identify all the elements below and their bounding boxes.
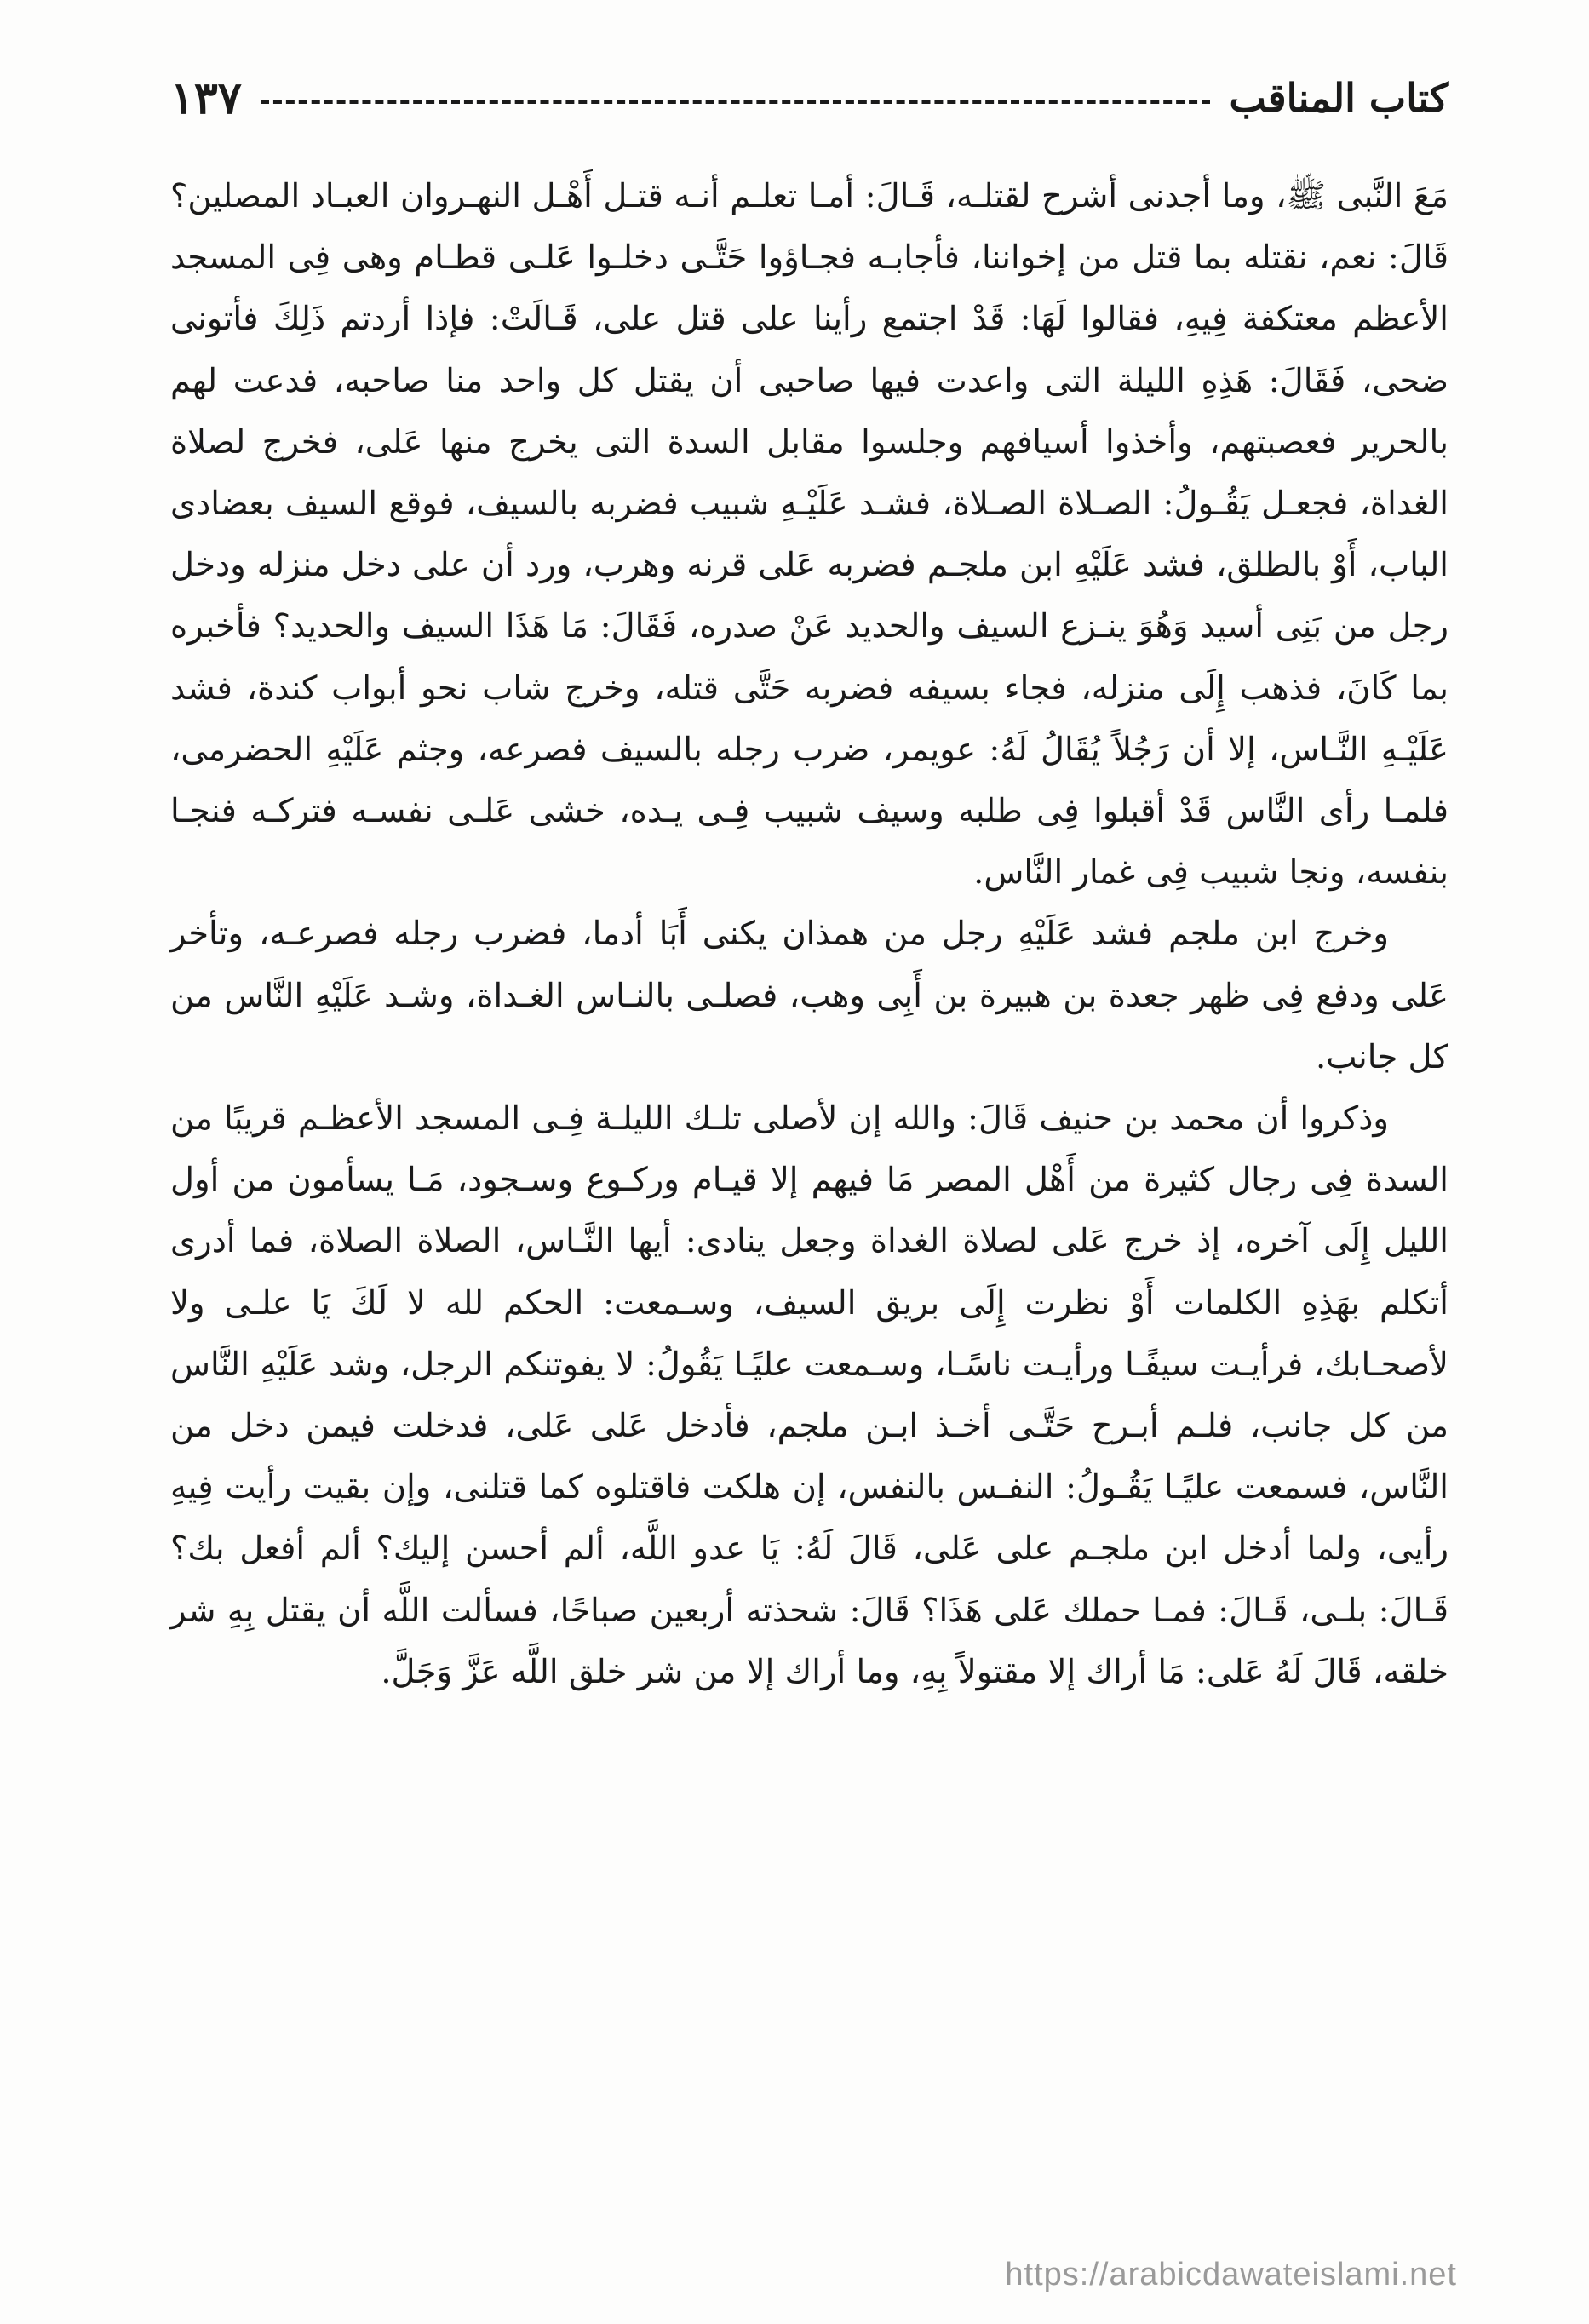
page-number: ١٣٧ bbox=[170, 72, 242, 124]
paragraph: مَعَ النَّبى ﷺ، وما أجدنى أشرح لقتلـه، قَـالَ: أمـا تعلـم أنـه قتـل أَهْـل النهـروان العبـاد المصلين؟ قَالَ: نعم، نقتله بما قتل من إخواننا، فأجابـه فجـاؤوا حَتَّـى دخلـوا عَلـى قطـام وهى فِى المسجد الأعظم معتكفة فِيهِ، فقالوا لَهَا: قَدْ اجتمع رأينا على قتل على، قَـالَتْ: فإذا أردتم ذَلِكَ فأتونى ضحى، فَقَالَ: هَذِهِ الليلة التى واعدت فيها صاحبى أن يقتل كل واحد منا صاحبه، فدعت لهم بالحرير فعصبتهم، وأخذوا أسيافهم وجلسوا مقابل السدة التى يخرج منها عَلى، فخرج لصلاة الغداة، فجعـل يَقُـولُ: الصـلاة الصـلاة، فشـد عَلَيْـهِ شبيب فضربه بالسيف، فوقع السيف بعضادى الباب، أَوْ بالطلق، فشد عَلَيْهِ ابن ملجـم فضربه عَلى قرنه وهرب، ورد أن على دخل منزله ودخل رجل من بَنِى أسيد وَهُوَ ينـزع السيف والحديد عَنْ صدره، فَقَالَ: مَا هَذَا السيف والحديد؟ فأخبره بما كَانَ، فذهب إِلَى منزله، فجاء بسيفه فضربه حَتَّى قتله، وخرج شاب نحو أبواب كندة، فشد عَلَيْـهِ النَّـاس، إلا أن رَجُلاً يُقَالُ لَهُ: عويمر، ضرب رجله بالسيف فصرعه، وجثم عَلَيْهِ الحضرمى، فلمـا رأى النَّاس قَدْ أقبلوا فِى طلبه وسيف شبيب فِـى يـده، خشى عَلـى نفسـه فتركـه فنجـا بنفسه، ونجا شبيب فِى غمار النَّاس. bbox=[170, 177, 1448, 892]
book-title: كتاب المناقب bbox=[1229, 75, 1448, 121]
header-divider bbox=[261, 100, 1211, 104]
page-header bbox=[170, 60, 1448, 136]
source-watermark: https://arabicdawateislami.net bbox=[1005, 2257, 1457, 2292]
paragraph: وخرج ابن ملجم فشد عَلَيْهِ رجل من همذان يكنى أَبَا أدما، فضرب رجله فصرعـه، وتأخر عَلى ودفع فِى ظهر جعدة بن هبيرة بن أَبِى وهب، فصلـى بالنـاس الغـداة، وشـد عَلَيْهِ النَّاس من كل جانب. bbox=[170, 915, 1448, 1076]
page-body bbox=[170, 166, 1448, 1703]
paragraph: وذكروا أن محمد بن حنيف قَالَ: والله إن لأصلى تلـك الليلـة فِـى المسجد الأعظـم قريبًا من السدة فِى رجال كثيرة من أَهْل المصر مَا فيهم إلا قيـام وركـوع وسـجود، مَـا يسأمون من أول الليل إِلَى آخره، إذ خرج عَلى لصلاة الغداة وجعل ينادى: أيها النَّـاس، الصلاة الصلاة، فما أدرى أتكلم بهَذِهِ الكلمات أَوْ نظرت إِلَى بريق السيف، وسـمعت: الحكم لله لا لَكَ يَا علـى ولا لأصحـابك، فرأيـت سيفًـا ورأيـت ناسًـا، وسـمعت عليًـا يَقُولُ: لا يفوتنكم الرجل، وشد عَلَيْهِ النَّاس من كل جانب، فلـم أبـرح حَتَّـى أخـذ ابـن ملجم، فأدخل عَلى عَلى، فدخلت فيمن دخل من النَّاس، فسمعت عليًـا يَقُـولُ: النفـس بالنفس، إن هلكت فاقتلوه كما قتلنى، وإن بقيت رأيت فِيهِ رأيى، ولما أدخل ابن ملجـم على عَلى، قَالَ لَهُ: يَا عدو اللَّه، ألم أحسن إليك؟ ألم أفعل بك؟ قَـالَ: بلـى، قَـالَ: فمـا حملك عَلى هَذَا؟ قَالَ: شحذته أربعين صباحًا، فسألت اللَّه أن يقتل بِهِ شر خلقه، قَالَ لَهُ عَلى: مَا أراك إلا مقتولاً بِهِ، وما أراك إلا من شر خلق اللَّه عَزَّ وَجَلَّ. bbox=[170, 1099, 1448, 1691]
